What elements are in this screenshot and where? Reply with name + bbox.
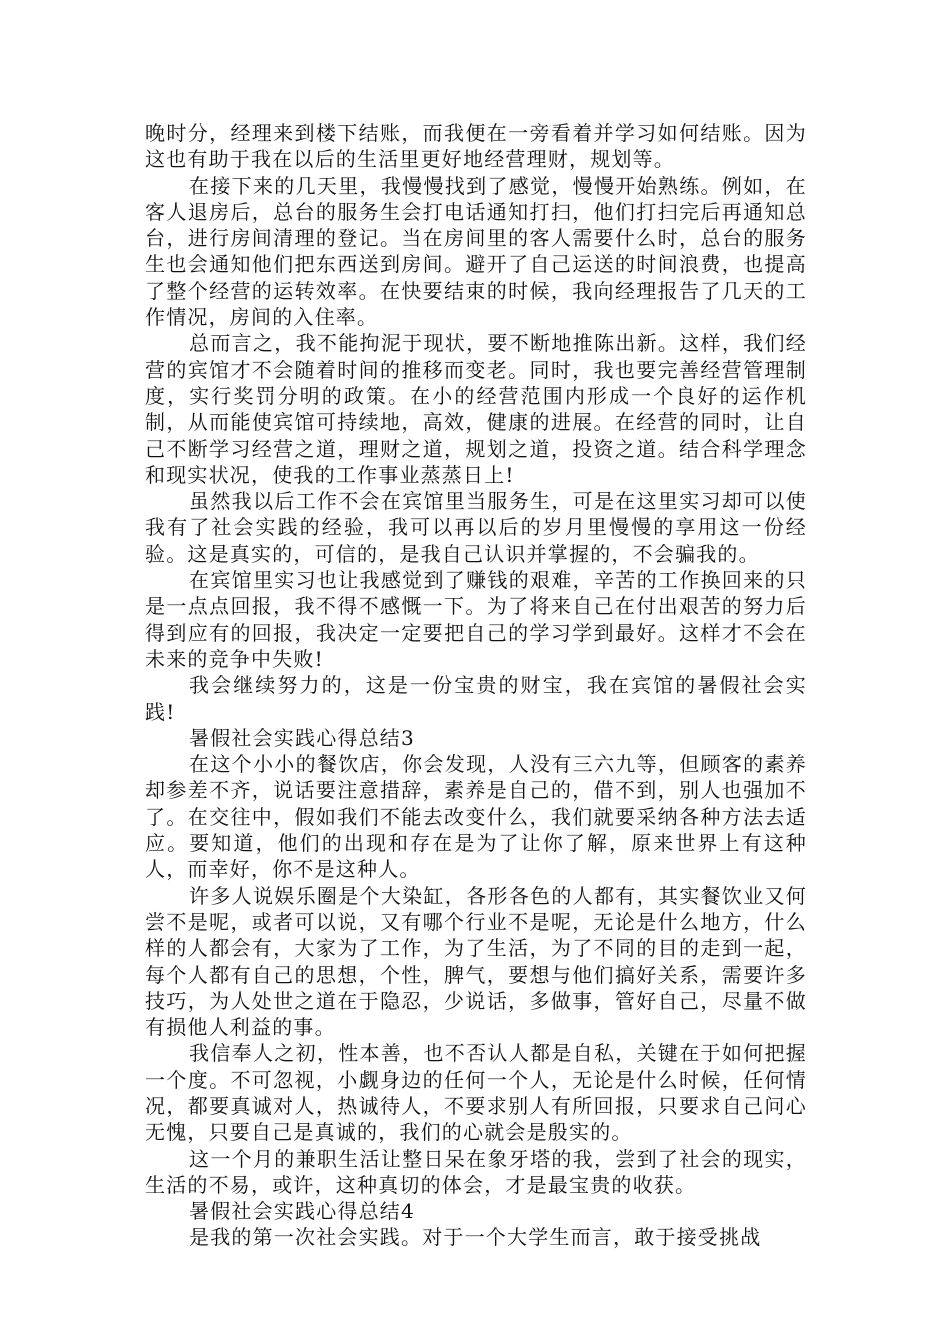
paragraph: 总而言之，我不能拘泥于现状，要不断地推陈出新。这样，我们经营的宾馆才不会随着时间的推移而变老。同时，我也要完善经营管理制度，实行奖罚分明的政策。在小的经营范围内形成一个良好的运作机制，从而能使宾馆可持续地，高效，健康的进展。在经营的同时，让自己不断学习经营之道，理财之道，规划之道，投资之道。结合科学理念和现实状况，使我的工作事业蒸蒸日上! bbox=[145, 331, 807, 487]
paragraph: 虽然我以后工作不会在宾馆里当服务生，可是在这里实习却可以使我有了社会实践的经验，我可以再以后的岁月里慢慢的享用这一份经验。这是真实的，可信的，是我自己认识并掌握的，不会骗我的。 bbox=[145, 489, 807, 566]
paragraph: 晚时分，经理来到楼下结账，而我便在一旁看着并学习如何结账。因为这也有助于我在以后的生活里更好地经营理财，规划等。 bbox=[145, 121, 807, 172]
section-heading: 暑假社会实践心得总结3 bbox=[189, 725, 415, 750]
section-heading: 暑假社会实践心得总结4 bbox=[189, 1199, 415, 1224]
paragraph: 在宾馆里实习也让我感觉到了赚钱的艰难，辛苦的工作换回来的只是一点点回报，我不得不感慨一下。为了将来自己在付出艰苦的努力后得到应有的回报，我决定一定要把自己的学习学到最好。这样才不会在未来的竞争中失败! bbox=[145, 568, 807, 671]
paragraph: 我信奉人之初，性本善，也不否认人都是自私，关键在于如何把握一个度。不可忽视，小觑身边的任何一个人，无论是什么时候，任何情况，都要真诚对人，热诚待人，不要求别人有所回报，只要求自己问心无愧，只要自己是真诚的，我们的心就会是殷实的。 bbox=[145, 1041, 807, 1145]
document-body bbox=[145, 120, 807, 1251]
paragraph: 这一个月的兼职生活让整日呆在象牙塔的我，尝到了社会的现实，生活的不易，或许，这种真切的体会，才是最宝贵的收获。 bbox=[145, 1146, 807, 1197]
paragraph: 我会继续努力的，这是一份宝贵的财宝，我在宾馆的暑假社会实践! bbox=[145, 673, 807, 724]
paragraph: 在接下来的几天里，我慢慢找到了感觉，慢慢开始熟练。例如，在客人退房后，总台的服务生会打电话通知打扫，他们打扫完后再通知总台，进行房间清理的登记。当在房间里的客人需要什么时，总台的服务生也会通知他们把东西送到房间。避开了自己运送的时间浪费，也提高了整个经营的运转效率。在快要结束的时候，我向经理报告了几天的工作情况，房间的入住率。 bbox=[145, 173, 807, 330]
paragraph: 许多人说娱乐圈是个大染缸，各形各色的人都有，其实餐饮业又何尝不是呢，或者可以说，又有哪个行业不是呢，无论是什么地方，什么样的人都会有，大家为了工作，为了生活，为了不同的目的走到一起，每个人都有自己的思想，个性，脾气，要想与他们搞好关系，需要许多技巧，为人处世之道在于隐忍，少说话，多做事，管好自己，尽量不做有损他人利益的事。 bbox=[145, 883, 807, 1040]
paragraph: 在这个小小的餐饮店，你会发现，人没有三六九等，但顾客的素养却参差不齐，说话要注意措辞，素养是自己的，借不到，别人也强加不了。在交往中，假如我们不能去改变什么，我们就要采纳各种方法去适应。要知道，他们的出现和存在是为了让你了解，原来世界上有这种人，而幸好，你不是这种人。 bbox=[145, 752, 807, 882]
paragraph: 是我的第一次社会实践。对于一个大学生而言，敢于接受挑战 bbox=[189, 1225, 762, 1250]
